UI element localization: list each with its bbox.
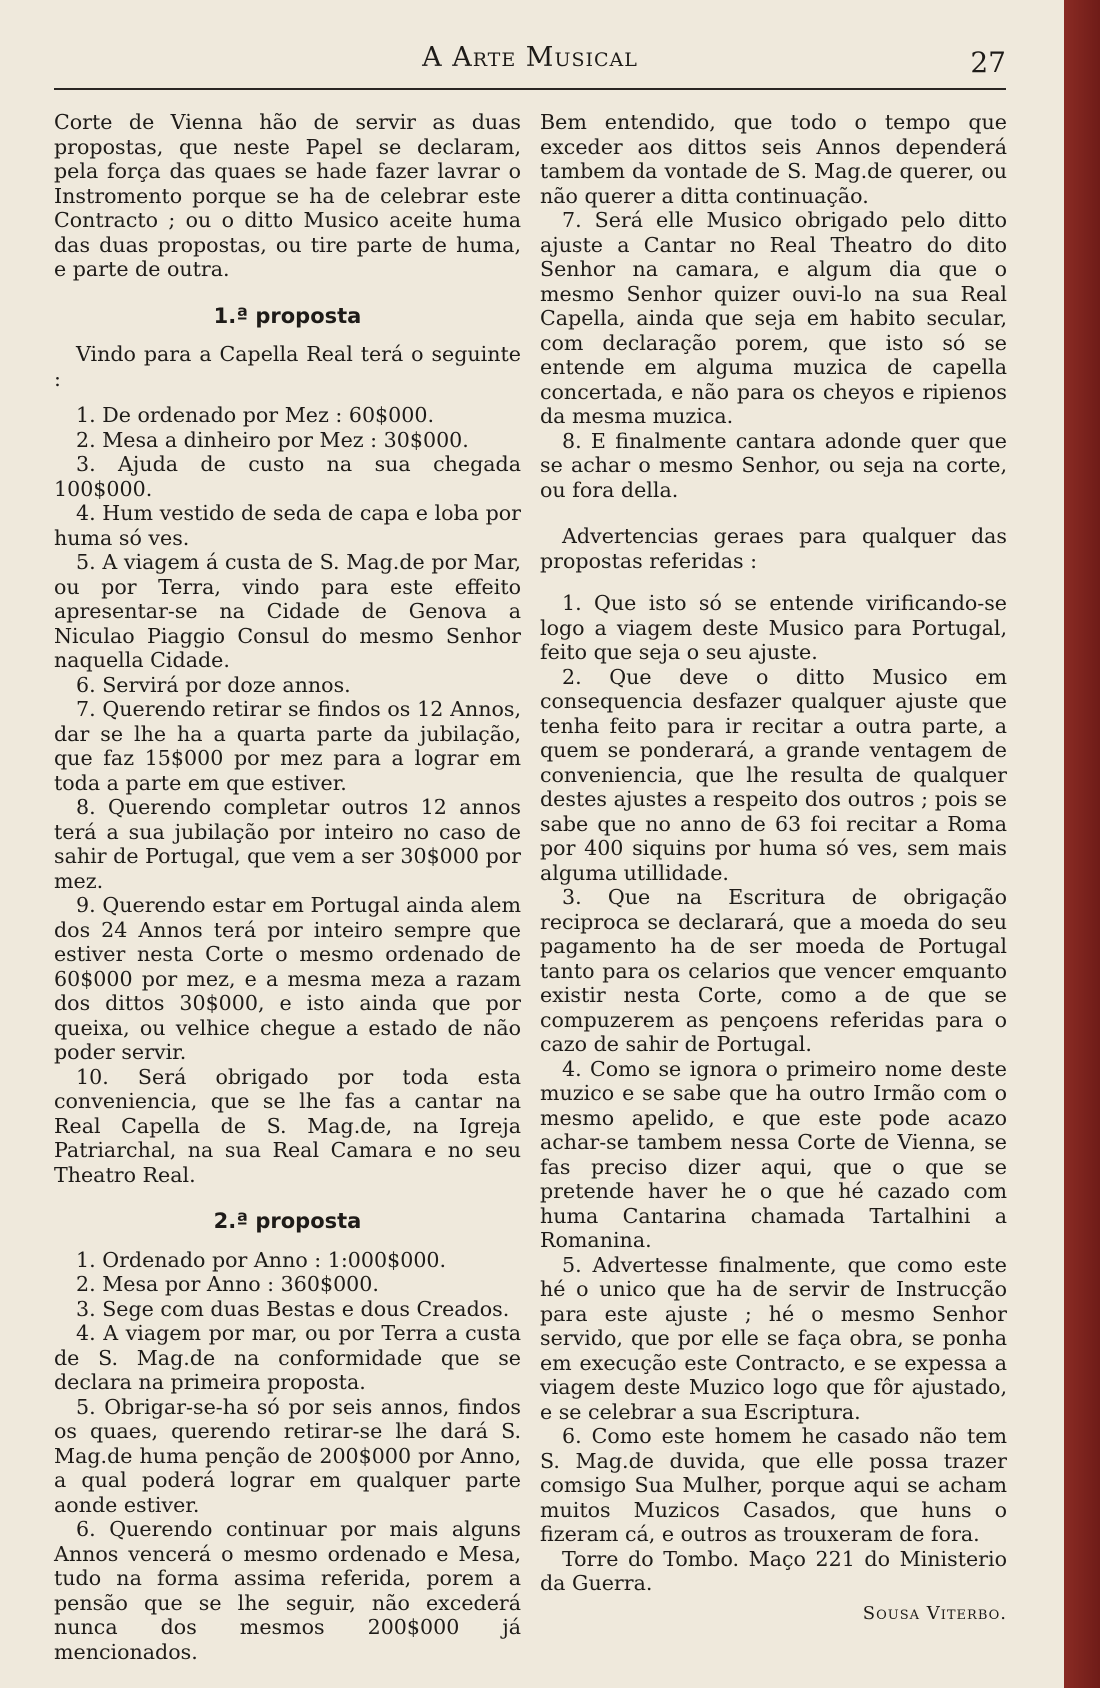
page-header <box>54 38 1006 90</box>
proposta-2-item: 5. Obrigar-se-ha só por seis annos, findos os quaes, querendo retirar-se lhe dará S. Mag.de huma penção de 200$000 por Anno, a qual poderá lograr em qualquer parte aonde estiver. <box>54 1394 521 1517</box>
advertencia-item: 2. Que deve o ditto Musico em consequencia desfazer qualquer ajuste que tenha feito para ir recitar a outra parte, a quem se ponderará, a grande ventagem de conveniencia, que lhe resulta de qualquer destes ajustes a respeito dos outros ; pois se sabe que no anno de 63 foi recitar a Roma por 400 siquins por huma só ves, sem mais alguma utillidade. <box>540 664 1007 885</box>
proposta-1-item: 9. Querendo estar em Portugal ainda alem dos 24 Annos terá por inteiro sempre que estiver nesta Corte o mesmo ordenado de 60$000 por mez, e a mesma meza a razam dos dittos 30$000, e isto ainda que por queixa, ou velhice chegue a estado de não poder servir. <box>54 893 521 1064</box>
page-number: 27 <box>970 46 1006 79</box>
proposta-1-item: 5. A viagem á custa de S. Mag.de por Mar, ou por Terra, vindo para este effeito apresentar-se na Cidade de Genova a Niculao Piaggio Consul do mesmo Senhor naquella Cidade. <box>54 550 521 672</box>
proposta-2-item: 3. Sege com duas Bestas e dous Creados. <box>76 1296 510 1321</box>
advertencia-item: 1. Que isto só se entende virificando-se logo a viagem deste Musico para Portugal, feito que seja o seu ajuste. <box>540 591 1007 664</box>
proposta-2-item: 8. E finalmente cantara adonde quer que se achar o mesmo Senhor, ou seja na corte, ou fora della. <box>540 428 1007 502</box>
proposta-1-item: 10. Será obrigado por toda esta conveniencia, que se lhe fas a cantar na Real Capella de S. Mag.de, na Igreja Patriarchal, na sua Real Camara e no seu Theatro Real. <box>54 1064 521 1187</box>
proposta-1-item: 2. Mesa a dinheiro por Mez : 30$000. <box>76 427 469 452</box>
author-signature: Sousa Viterbo. <box>862 1602 1007 1624</box>
red-binding-edge <box>1064 0 1100 1688</box>
continuation-paragraph: Bem entendido, que todo o tempo que exceder aos dittos seis Annos dependerá tambem da vontade de S. Mag.de querer, ou não querer a ditta continuação. <box>540 110 1007 208</box>
proposta-1-item: 6. Servirá por doze annos. <box>76 672 351 697</box>
proposta-1-item: 4. Hum vestido de seda de capa e loba por huma só ves. <box>54 501 521 550</box>
left-column <box>54 110 521 1664</box>
proposta-2-item: 7. Será elle Musico obrigado pelo ditto ajuste a Cantar no Real Theatro do dito Senhor na camara, e algum dia que o mesmo Senhor quizer ouvi-lo na sua Real Capella, ainda que seja em habito secular, com declaração porem, que isto só se entende em alguma muzica de capella concertada, e não para os cheyos e ripienos da mesma muzica. <box>540 208 1007 428</box>
proposta-1-item: 3. Ajuda de custo na sua chegada 100$000. <box>54 452 521 501</box>
source-citation: Torre do Tombo. Maço 221 do Ministerio da Guerra. <box>540 1546 1007 1595</box>
advertencia-item: 6. Como este homem he casado não tem S. Mag.de duvida, que elle possa trazer comsigo Sua Mulher, porque aqui se acham muitos Muzicos Casados, que huns o fizeram cá, e outros as trouxeram de fora. <box>540 1424 1007 1546</box>
intro-paragraph: Corte de Vienna hão de servir as duas propostas, que neste Papel se declaram, pela força das quaes se hade fazer lavrar o Instromento porque se ha de celebrar este Contracto ; ou o ditto Musico aceite huma das duas propostas, ou tire parte de huma, e parte de outra. <box>54 110 521 281</box>
advertencia-item: 3. Que na Escritura de obrigação reciproca se declarará, que a moeda do seu pagamento ha de ser moeda de Portugal tanto para os celarios que vencer emquanto existir nesta Corte, como a de que se compuzerem as pençoens referidas para o cazo de sahir de Portugal. <box>540 885 1007 1056</box>
proposta-2-item: 2. Mesa por Anno : 360$000. <box>76 1272 379 1296</box>
proposta-1-item: 7. Querendo retirar se findos os 12 Annos, dar se lhe ha a quarta parte da jubilação, que faz 15$000 por mez para a lograr em toda a parte em que estiver. <box>54 697 521 795</box>
advertencia-item: 5. Advertesse finalmente, que como este hé o unico que ha de servir de Instrucção para este ajuste ; hé o mesmo Senhor servido, que por elle se faça obra, se ponha em execução este Contracto, e se expessa a viagem deste Muzico logo que fôr ajustado, e se celebrar a sua Escriptura. <box>540 1252 1007 1424</box>
proposta-2-item: 1. Ordenado por Anno : 1:000$000. <box>76 1247 447 1272</box>
proposta-2-item: 4. A viagem por mar, ou por Terra a custa de S. Mag.de na conformidade que se declara na primeira proposta. <box>54 1321 521 1394</box>
right-column <box>540 110 1007 1626</box>
section-title-proposta-2: 2.ª proposta <box>213 1209 362 1233</box>
advertencias-heading: Advertencias geraes para qualquer das propostas referidas : <box>540 524 1007 573</box>
running-title: A Arte Musical <box>422 42 638 73</box>
proposta-1-item: 1. De ordenado por Mez : 60$000. <box>76 403 435 427</box>
advertencia-item: 4. Como se ignora o primeiro nome deste muzico e se sabe que ha outro Irmão com o mesmo apelido, e que este pode acazo achar-se tambem nessa Corte de Vienna, se fas preciso dizer aqui, que o que se pretende haver he o que hé cazado com huma Cantarina chamada Tartalhini a Romanina. <box>540 1056 1007 1252</box>
section-title-proposta-1: 1.ª proposta <box>213 303 362 328</box>
proposta-1-item: 8. Querendo completar outros 12 annos terá a sua jubilação por inteiro no caso de sahir de Portugal, que vem a ser 30$000 por mez. <box>54 795 521 893</box>
proposta-2-item: 6. Querendo continuar por mais alguns Annos vencerá o mesmo ordenado e Mesa, tudo na forma assima referida, porem a pensão que se lhe seguir, não excederá nunca dos mesmos 200$000 já mencionados. <box>54 1517 521 1664</box>
proposta-1-lead: Vindo para a Capella Real terá o seguinte : <box>54 342 521 391</box>
